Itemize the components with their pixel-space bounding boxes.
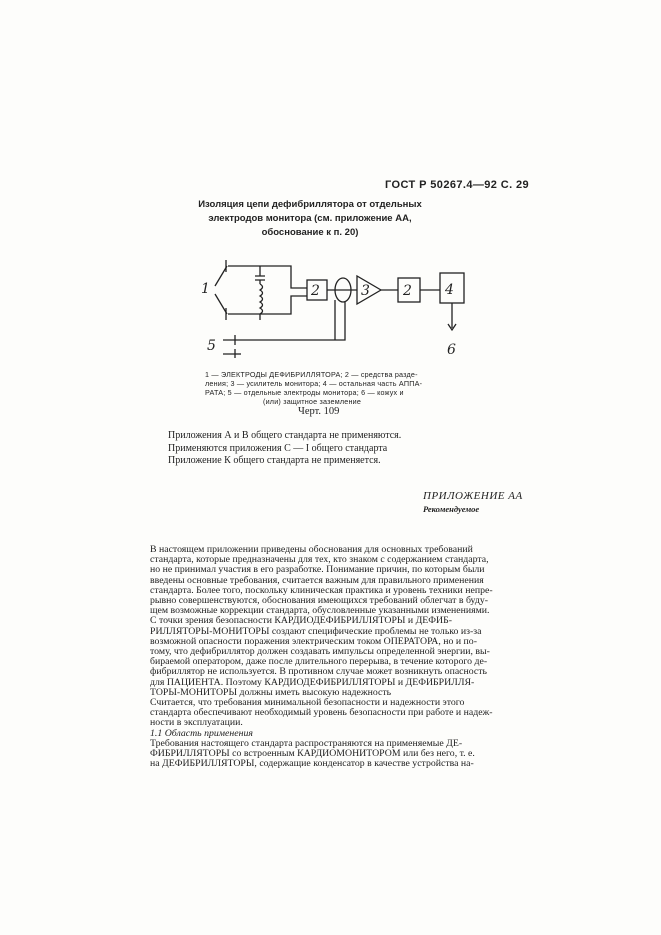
figure-caption: Черт. 109 xyxy=(298,406,340,417)
body-line: РИЛЛЯТОРЫ-МОНИТОРЫ создают специфические проблемы не только из-за xyxy=(150,625,482,637)
monitor-lead xyxy=(235,302,345,340)
legend-line: РАТА; 5 — отдельные электроды монитора; 6 — кожух и xyxy=(205,388,404,397)
body-line: фибриллятор не используется. В противном случае может возникнуть опасность xyxy=(150,666,487,678)
body-line: В настоящем приложении приведены обоснования для основных требований xyxy=(150,544,473,555)
capacitor-branch xyxy=(255,266,265,284)
appendix-title: ПРИЛОЖЕНИЕ АА xyxy=(423,490,523,502)
body-line: на ДЕФИБРИЛЛЯТОРЫ, содержащие конденсатор в качестве устройства на- xyxy=(150,758,474,770)
figure-title-line: Изоляция цепи дефибриллятора от отдельных xyxy=(198,199,422,210)
body-line: введены основные требования, считается важным для правильного применения xyxy=(150,574,484,586)
body-line: ности в эксплуатации. xyxy=(150,717,243,729)
label-2a: 2 xyxy=(311,283,320,299)
body-line: 1.1 Область применения xyxy=(150,727,253,739)
notes xyxy=(168,430,401,468)
label-2b: 2 xyxy=(403,283,412,299)
label-6: 6 xyxy=(447,342,456,358)
body-line: ТОРЫ-МОНИТОРЫ должны иметь высокую надежность xyxy=(150,686,392,698)
body-line: для ПАЦИЕНТА. Поэтому КАРДИОДЕФИБРИЛЛЯТОРЫ и ДЕФИБРИЛЛЯ- xyxy=(150,676,475,688)
defib-electrode-top xyxy=(215,266,227,286)
figure-legend xyxy=(205,370,475,406)
label-3: 3 xyxy=(361,283,370,299)
body-line: стандарта, которые предназначены для тех, кто знаком с содержанием стандарта, xyxy=(150,554,489,566)
body-line: С точки зрения безопасности КАРДИОДЕФИБРИЛЛЯТОРЫ и ДЕФИБ- xyxy=(150,615,452,627)
label-4: 4 xyxy=(445,282,454,298)
legend-line: 1 — ЭЛЕКТРОДЫ ДЕФИБРИЛЛЯТОРА; 2 — средства разде- xyxy=(205,370,418,379)
note-line: Применяются приложения С — I общего стандарта xyxy=(168,442,388,454)
legend-line: ления; 3 — усилитель монитора; 4 — остальная часть АППА- xyxy=(205,379,423,388)
body-text xyxy=(150,545,493,769)
bottom-rail xyxy=(228,296,307,314)
body-line: возможной опасности поражения электрическим током ОПЕРАТОРА, но и по- xyxy=(150,635,477,647)
defib-electrode-bottom xyxy=(215,294,227,314)
body-line: стандарта обеспечивают необходимый уровень безопасности при работе и надеж- xyxy=(150,707,493,719)
label-1: 1 xyxy=(201,281,210,297)
body-line: Требования настоящего стандарта распространяются на применяемые ДЕ- xyxy=(150,737,463,749)
figure-title-line: электродов монитора (см. приложение АА, xyxy=(208,213,412,224)
legend-line: (или) защитное заземление xyxy=(263,397,362,406)
body-line: стандарта. Более того, поскольку клиническая практика и уровень техники непре- xyxy=(150,584,493,596)
body-line: Считается, что требования минимальной безопасности и надежности этого xyxy=(150,697,465,709)
body-line: рывно совершенствуются, обоснования имеющихся требований облегчат в буду- xyxy=(150,595,488,607)
page-header: ГОСТ Р 50267.4—92 С. 29 xyxy=(385,179,530,191)
monitor-electrode-1 xyxy=(223,335,235,345)
body-line: щем возможные коррекции стандарта, обусловленные указанными изменениями. xyxy=(150,605,490,617)
label-5: 5 xyxy=(207,338,216,354)
appendix-subtitle: Рекомендуемое xyxy=(423,504,480,514)
body-line: но не принимал участия в его разработке. Понимание причин, по которым были xyxy=(150,564,485,576)
note-line: Приложения А и В общего стандарта не применяются. xyxy=(168,430,402,441)
figure-title-line: обоснование к п. 20) xyxy=(261,227,359,238)
body-line: ФИБРИЛЛЯТОРЫ со встроенным КАРДИОМОНИТОРОМ или без него, т. е. xyxy=(150,748,475,760)
circuit-diagram xyxy=(195,258,475,358)
monitor-electrode-2 xyxy=(223,349,235,358)
top-rail xyxy=(228,266,307,288)
body-line: бираемой оператором, даже после длительного перерыва, в течение которого де- xyxy=(150,656,488,668)
figure-title xyxy=(180,198,440,240)
body-line: тому, что дефибриллятор должен создавать импульсы определенной энергии, вы- xyxy=(150,646,490,658)
note-line: Приложение К общего стандарта не применяется. xyxy=(168,455,381,466)
